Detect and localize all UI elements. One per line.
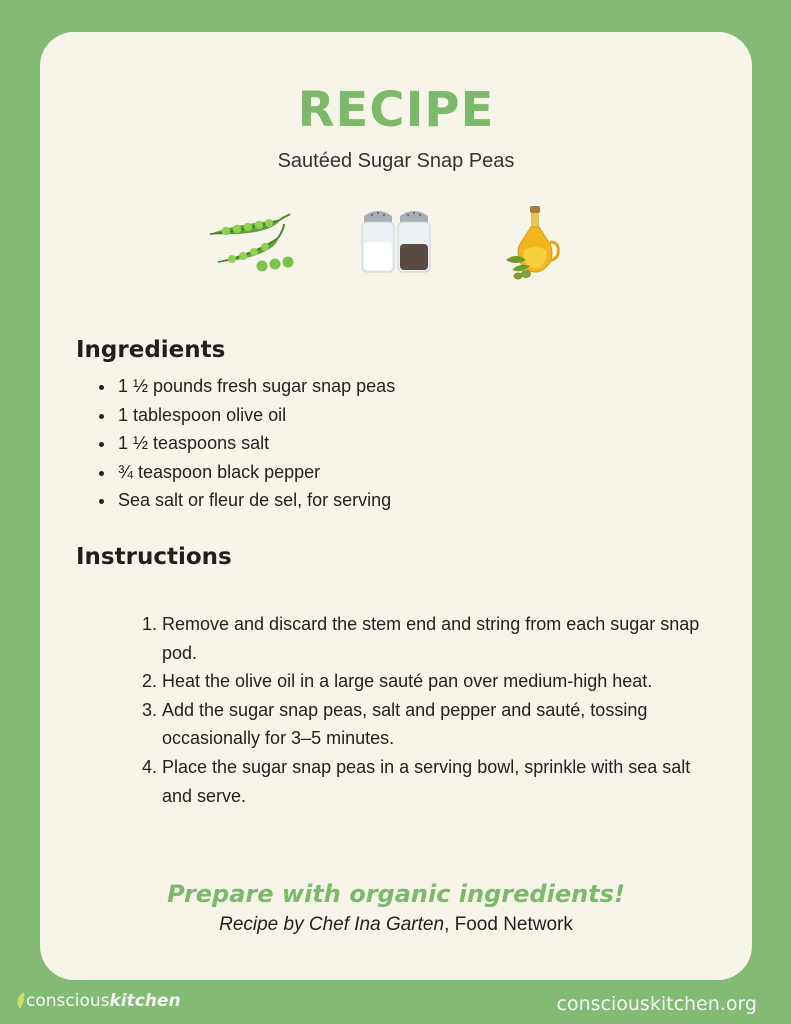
instructions-list — [120, 610, 722, 810]
recipe-card — [40, 32, 752, 980]
list-item: • 1 ½ teaspoons salt — [116, 429, 716, 458]
ingredients-list — [80, 372, 716, 515]
instructions-heading: Instructions — [76, 544, 232, 570]
list-item: 3. Add the sugar snap peas, salt and pepper and sauté, tossing occasionally for 3–5 minutes. — [162, 696, 722, 753]
list-item: • Sea salt or fleur de sel, for serving — [116, 486, 716, 515]
salt-and-pepper-shakers-icon — [358, 204, 434, 281]
list-item: 2. Heat the olive oil in a large sauté pan over medium-high heat. — [162, 667, 722, 696]
list-item: 4. Place the sugar snap peas in a serving bowl, sprinkle with sea salt and serve. — [162, 753, 722, 810]
credit-author: Recipe by Chef Ina Garten — [219, 914, 445, 935]
list-item: • 1 tablespoon olive oil — [116, 401, 716, 430]
recipe-credit — [40, 914, 752, 936]
credit-source: , Food Network — [444, 914, 573, 935]
logo-text-kitchen: kitchen — [109, 991, 181, 1011]
website-link[interactable]: consciouskitchen.org — [556, 993, 757, 1015]
brand-logo[interactable] — [14, 991, 181, 1011]
ingredients-heading: Ingredients — [76, 337, 226, 363]
logo-text-conscious: conscious — [26, 991, 110, 1011]
page-title: RECIPE — [297, 82, 495, 138]
leaf-icon — [14, 991, 26, 1009]
tagline: Prepare with organic ingredients! — [167, 880, 625, 908]
recipe-name: Sautéed Sugar Snap Peas — [277, 150, 515, 172]
list-item: • ¾ teaspoon black pepper — [116, 458, 716, 487]
pea-pod-icon — [204, 204, 300, 281]
olive-oil-bottle-icon — [500, 204, 570, 285]
list-item: • 1 ½ pounds fresh sugar snap peas — [116, 372, 716, 401]
list-item: 1. Remove and discard the stem end and string from each sugar snap pod. — [162, 610, 722, 667]
